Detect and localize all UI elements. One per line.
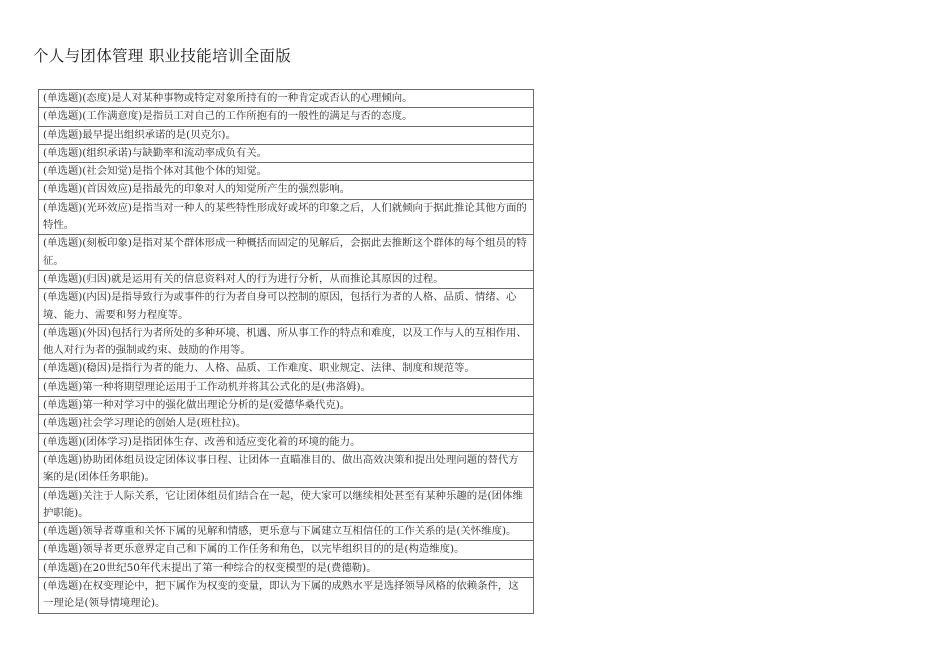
question-row: [39, 578, 534, 614]
question-text: (单选题)(外因)包括行为者所处的多种环境、机遇、所从事工作的特点和难度，以及工作与人的互相作用、他人对行为者的强制或约束、鼓励的作用等。: [39, 324, 534, 360]
question-table: [38, 89, 534, 614]
question-row: [39, 144, 534, 162]
question-row: [39, 487, 534, 523]
question-text: (单选题)最早提出组织承诺的是(贝克尔)。: [39, 126, 534, 144]
question-text: (单选题)(团体学习)是指团体生存、改善和适应变化着的环境的能力。: [39, 433, 534, 451]
question-row: [39, 415, 534, 433]
question-text: (单选题)(首因效应)是指最先的印象对人的知觉所产生的强烈影响。: [39, 181, 534, 199]
question-row: [39, 541, 534, 559]
question-row: [39, 523, 534, 541]
question-text: (单选题)(态度)是人对某种事物或特定对象所持有的一种肯定或否认的心理倾向。: [39, 90, 534, 108]
question-text: (单选题)第一种对学习中的强化做出理论分析的是(爱德华桑代克)。: [39, 397, 534, 415]
question-row: [39, 397, 534, 415]
question-text: (单选题)领导者更乐意界定自己和下属的工作任务和角色，以完毕组织目的的是(构造维度)。: [39, 541, 534, 559]
question-text: (单选题)协助团体组员设定团体议事日程、让团体一直瞄准目的、做出高效决策和提出处理问题的替代方案的是(团体任务职能)。: [39, 451, 534, 487]
question-text: (单选题)社会学习理论的创始人是(班杜拉)。: [39, 415, 534, 433]
question-row: [39, 360, 534, 378]
question-text: (单选题)(归因)就是运用有关的信息资料对人的行为进行分析，从而推论其原因的过程。: [39, 270, 534, 288]
question-text: (单选题)(刻板印象)是指对某个群体形成一种概括而固定的见解后，会据此去推断这个群体的每个组员的特征。: [39, 235, 534, 271]
question-row: [39, 108, 534, 126]
question-text: (单选题)第一种将期望理论运用于工作动机并将其公式化的是(弗洛姆)。: [39, 378, 534, 396]
question-row: [39, 90, 534, 108]
question-text: (单选题)(工作满意度)是指员工对自己的工作所抱有的一般性的满足与否的态度。: [39, 108, 534, 126]
question-text: (单选题)(内因)是指导致行为或事件的行为者自身可以控制的原因，包括行为者的人格、品质、情绪、心境、能力、需要和努力程度等。: [39, 289, 534, 325]
question-row: [39, 378, 534, 396]
question-text: (单选题)(稳因)是指行为者的能力、人格、品质、工作难度、职业规定、法律、制度和规范等。: [39, 360, 534, 378]
question-text: (单选题)在20世纪50年代末提出了第一种综合的权变模型的是(费德勒)。: [39, 559, 534, 577]
question-text: (单选题)在权变理论中，把下属作为权变的变量，即认为下属的成熟水平是选择领导风格的依赖条件，这一理论是(领导情境理论)。: [39, 578, 534, 614]
question-text: (单选题)关注于人际关系，它让团体组员们结合在一起，使大家可以继续相处甚至有某种乐趣的是(团体维护职能)。: [39, 487, 534, 523]
question-row: [39, 235, 534, 271]
question-row: [39, 433, 534, 451]
question-row: [39, 181, 534, 199]
document-title: 个人与团体管理 职业技能培训全面版: [33, 47, 292, 65]
question-row: [39, 559, 534, 577]
question-row: [39, 199, 534, 235]
question-table-body: [39, 90, 534, 614]
question-text: (单选题)领导者尊重和关怀下属的见解和情感，更乐意与下属建立互相信任的工作关系的是(关怀维度)。: [39, 523, 534, 541]
question-row: [39, 163, 534, 181]
question-row: [39, 324, 534, 360]
question-text: (单选题)(组织承诺)与缺勤率和流动率成负有关。: [39, 144, 534, 162]
question-text: (单选题)(光环效应)是指当对一种人的某些特性形成好或坏的印象之后，人们就倾向于据此推论其他方面的特性。: [39, 199, 534, 235]
question-row: [39, 126, 534, 144]
question-row: [39, 451, 534, 487]
question-text: (单选题)(社会知觉)是指个体对其他个体的知觉。: [39, 163, 534, 181]
question-row: [39, 270, 534, 288]
question-row: [39, 289, 534, 325]
